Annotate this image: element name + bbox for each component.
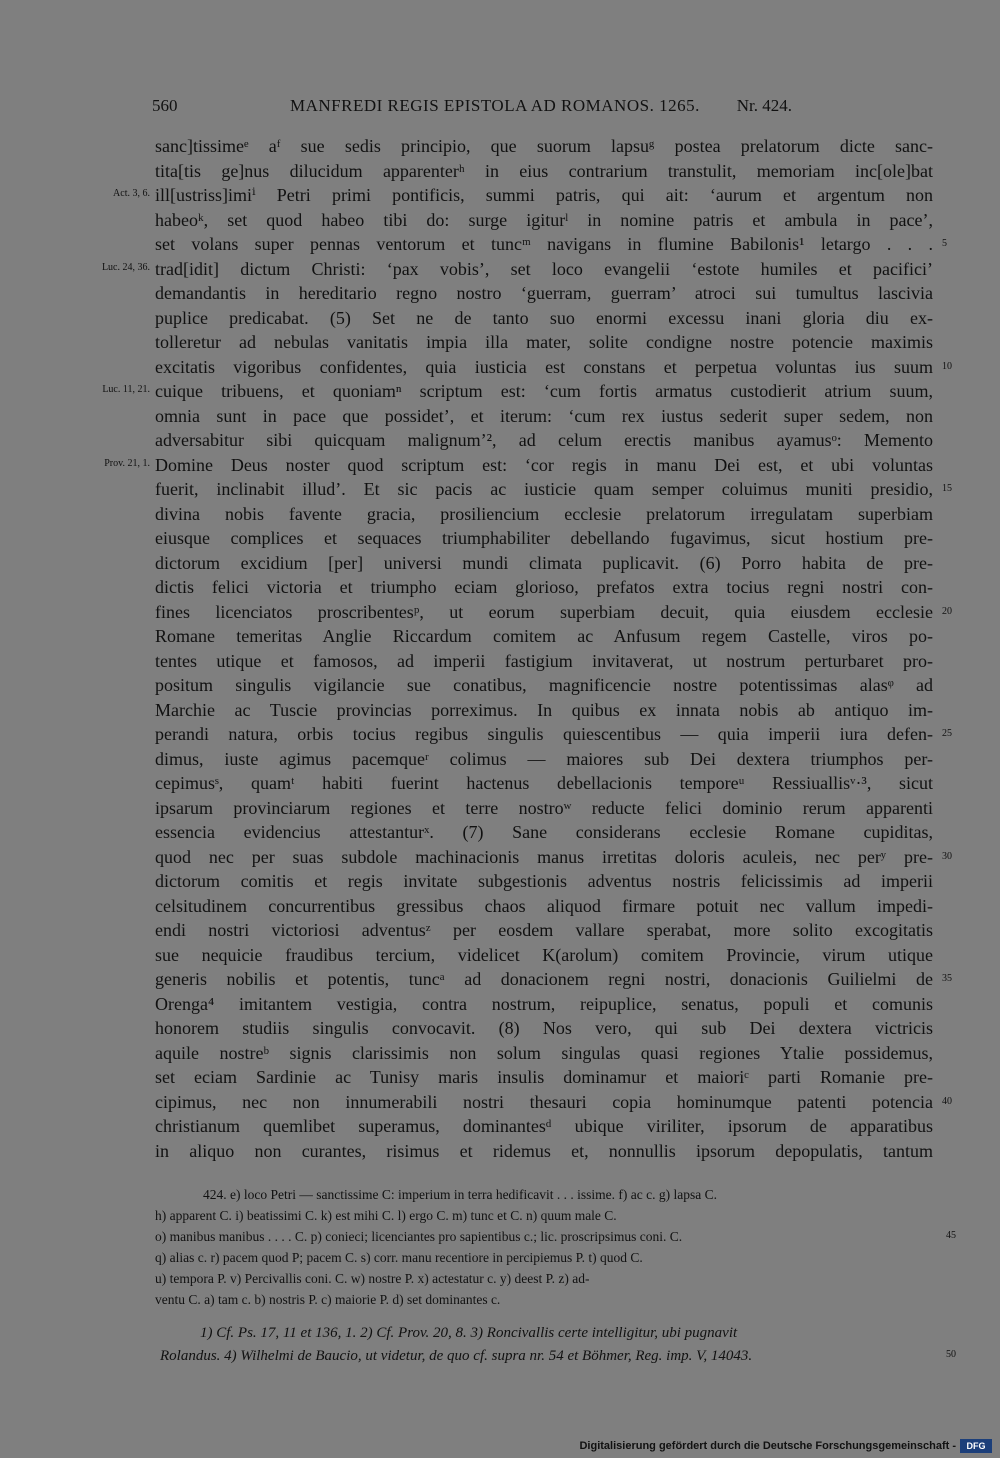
line-number: 40 [942, 1095, 952, 1107]
page-number: 560 [152, 96, 178, 115]
text-line [0, 722, 1000, 747]
main-text [0, 134, 1000, 1163]
line-text: sue nequicie fraudibus tercium, videlicet K(arolum) comitem Provincie, virum utique [155, 944, 933, 965]
line-text: generis nobilis et potentis, tuncᵃ ad donacionem regni nostri, donacionis Guilielmi de [155, 969, 933, 989]
line-text: eiusque complices et sequaces triumphabiliter debellando fugavimus, sicut hostium pre- [155, 528, 933, 548]
line-text: fuerit, inclinabit illud’. Et sic pacis ac iusticie quam semper coluimus muniti presidio, [155, 479, 933, 499]
footnote-line [0, 1290, 1000, 1311]
line-text: omnia sunt in pace que possidet’, et iterum: ‘cum rex iustus sederit super sedem, non [155, 405, 933, 426]
text-line [0, 918, 1000, 943]
text-line [0, 502, 1000, 527]
margin-citation: Prov. 21, 1. [104, 457, 150, 469]
footnote-line [0, 1227, 1000, 1248]
line-text: celsitudinem concurrentibus gressibus chaos aliquod firmare potuit nec vallum impedi- [155, 895, 933, 916]
line-text: u) tempora P. v) Percivallis coni. C. w) nostre P. x) actestatur c. y) deest P. z) ad- [155, 1271, 590, 1286]
line-text: aquile nostreᵇ signis clarissimis non solum singulas quasi regiones Ytalie possidemus, [155, 1042, 933, 1063]
line-text: set eciam Sardinie ac Tunisy maris insulis dominamur et maioriᶜ parti Romanie pre- [155, 1067, 933, 1087]
footnote-line [0, 1185, 1000, 1206]
text-line [0, 208, 1000, 233]
line-text: cuique tribuens, et quoniamⁿ scriptum est: ‘cum fortis armatus custodierit atrium suum, [155, 381, 933, 401]
text-line [0, 771, 1000, 796]
line-text: Romane temeritas Anglie Riccardum comitem ac Anfusum regem Castelle, viros po- [155, 626, 933, 646]
line-text: Domine Deus noster quod scriptum est: ‘cor regis in manu Dei est, et ubi voluntas [155, 454, 933, 475]
running-header [152, 96, 792, 120]
footnote-line [0, 1248, 1000, 1269]
text-line [0, 404, 1000, 429]
text-line [0, 600, 1000, 625]
critical-apparatus [0, 1185, 1000, 1311]
text-line [0, 1139, 1000, 1164]
line-text: endi nostri victoriosi adventusᶻ per eosdem vallare sperabat, more solito excogitatis [155, 920, 933, 940]
text-line [0, 575, 1000, 600]
line-text: adversabitur sibi quicquam malignum’², ad celum erectis manibus ayamusᵒ: Memento [155, 430, 933, 450]
line-text: sanc]tissimeᵉ aᶠ sue sedis principio, que suorum lapsuᵍ postea prelatorum dicte sanc- [155, 136, 933, 156]
line-number: 50 [946, 1349, 956, 1360]
text-line [0, 992, 1000, 1017]
text-line [0, 453, 1000, 478]
line-text: dictis felici victoria et triumpho eciam glorioso, prefatos extra tocius regni nostri con- [155, 577, 933, 597]
text-line [0, 820, 1000, 845]
line-number: 5 [942, 238, 947, 249]
text-line [0, 1065, 1000, 1090]
line-text: habeoᵏ, set quod habeo tibi do: surge igiturˡ in nomine patris et ambula in pace’, [155, 209, 933, 230]
text-line [0, 232, 1000, 257]
dfg-logo: DFG [960, 1439, 992, 1453]
text-line [0, 845, 1000, 870]
text-line [0, 1114, 1000, 1139]
line-text: Marchie ac Tuscie provincias porreximus. In quibus ex innata nobis ab antiquo im- [155, 699, 933, 720]
footnote-line [0, 1269, 1000, 1290]
text-line [0, 428, 1000, 453]
credit-bar [0, 1436, 1000, 1458]
text-line [0, 894, 1000, 919]
line-text: 1) Cf. Ps. 17, 11 et 136, 1. 2) Cf. Prov. 20, 8. 3) Roncivallis certe intelligitur, ubi pugnavit [200, 1325, 738, 1341]
text-line [0, 355, 1000, 380]
margin-citation: Luc. 24, 36. [101, 261, 150, 273]
line-text: dictorum comitis et regis invitate subgestionis adventus nostris felicissimis ad imperii [155, 871, 933, 891]
line-text: puplice predicabat. (5) Set ne de tanto suo enormi excessu inani gloria diu ex- [155, 307, 933, 328]
text-line [0, 477, 1000, 502]
line-number: 35 [942, 973, 952, 984]
line-text: q) alias c. r) pacem quod P; pacem C. s) corr. manu recentiore in percipiemus P. t) quod C. [155, 1250, 643, 1265]
line-text: quod nec per suas subdole machinacionis manus irretitas doloris aculeis, nec perʸ pre- [155, 846, 933, 867]
text-line [0, 698, 1000, 723]
text-line [0, 183, 1000, 208]
margin-citation: Act. 3, 6. [113, 188, 150, 199]
text-line [0, 796, 1000, 821]
line-text: in aliquo non curantes, risimus et ridemus et, nonnullis ipsorum depopulatis, tantum [155, 1140, 933, 1161]
line-text: tentes utique et famosos, ad imperii fastigium invitaverat, ut nostrum perturbaret pro- [155, 650, 933, 671]
text-line [0, 747, 1000, 772]
line-text: dictorum excidium [per] universi mundi climata puplicavit. (6) Porro habita de pre- [155, 552, 933, 573]
line-text: h) apparent C. i) beatissimi C. k) est mihi C. l) ergo C. m) tunc et C. n) quum male C. [155, 1208, 617, 1223]
text-line [0, 943, 1000, 968]
text-line [0, 551, 1000, 576]
line-text: cepimusˢ, quamᵗ habiti fuerint hactenus debellacionis temporeᵘ Ressiuallisᵛ·³, sicut [155, 773, 933, 793]
line-text: dimus, iuste agimus pacemqueʳ colimus — maiores sub Dei dextera triumphos per- [155, 748, 933, 769]
line-text: fines licenciatos proscribentesᵖ, ut eorum superbiam decuit, quia eiusdem ecclesie [155, 601, 933, 622]
line-number: 25 [942, 728, 952, 739]
text-line [0, 649, 1000, 674]
line-text: 424. e) loco Petri — sanctissime C: imperium in terra hedificavit . . . issime. f) ac c. g) lapsa C. [203, 1187, 717, 1202]
text-line [0, 526, 1000, 551]
text-line [0, 379, 1000, 404]
line-text: essencia evidencius attestanturˣ. (7) Sane considerans ecclesie Romane cupiditas, [155, 822, 933, 842]
line-text: trad[idit] dictum Christi: ‘pax vobis’, set loco evangelii ‘estote humiles et pacifici’ [155, 258, 933, 279]
line-number: 20 [942, 605, 952, 617]
line-number: 30 [942, 850, 952, 862]
line-text: divina nobis favente gracia, prosiliencium ecclesie prelatorum irregulatam superbiam [155, 503, 933, 524]
reference-line [0, 1345, 1000, 1368]
source-notes [0, 1322, 1000, 1368]
text-line [0, 159, 1000, 184]
line-text: set volans super pennas ventorum et tuncᵐ navigans in flumine Babilonis¹ letargo . . . [155, 234, 933, 254]
line-text: o) manibus manibus . . . . C. p) conieci; licenciantes pro sapientibus c.; lic. proscripsimus coni. C. [155, 1229, 683, 1244]
text-line [0, 306, 1000, 331]
text-line [0, 673, 1000, 698]
text-line [0, 1090, 1000, 1115]
line-number: 45 [946, 1230, 956, 1241]
line-text: excitatis vigoribus confidentes, quia iusticia est constans et perpetua voluntas ius suum [155, 356, 933, 377]
text-line [0, 1041, 1000, 1066]
line-number: 15 [942, 483, 952, 494]
running-title: MANFREDI REGIS EPISTOLA AD ROMANOS. 1265. [290, 96, 700, 115]
line-text: cipimus, nec non innumerabili nostri thesauri copia hominumque patenti potencia [155, 1091, 933, 1112]
text-line [0, 134, 1000, 159]
line-text: tita[tis ge]nus dilucidum apparenterʰ in eius contrarium transtulit, memoriam inc[ole]bat [155, 160, 933, 181]
text-line [0, 330, 1000, 355]
footnote-line [0, 1206, 1000, 1227]
line-text: tolleretur ad nebulas vanitatis impia illa mater, solite condigne nostre potencie maximis [155, 332, 933, 352]
text-line [0, 257, 1000, 282]
line-text: perandi natura, orbis tocius regibus singulis quiescentibus — quia imperii iura defen- [155, 724, 933, 744]
line-text: ipsarum provinciarum regiones et terre nostroʷ reducte felici dominio rerum apparenti [155, 797, 933, 818]
credit-text: Digitalisierung gefördert durch die Deutsche Forschungsgemeinschaft - [579, 1440, 956, 1452]
margin-citation: Luc. 11, 21. [102, 384, 150, 395]
line-text: demandantis in hereditario regno nostro ‘guerram, guerram’ atroci sui tumultus lascivia [155, 283, 933, 303]
line-text: ventu C. a) tam c. b) nostris P. c) maiorie P. d) set dominantes c. [155, 1292, 501, 1307]
line-text: Orenga⁴ imitantem vestigia, contra nostrum, reipuplice, senatus, populi et comunis [155, 993, 933, 1014]
text-line [0, 624, 1000, 649]
line-text: christianum quemlibet superamus, dominantesᵈ ubique viriliter, ipsorum de apparatibus [155, 1116, 933, 1136]
document-number: Nr. 424. [736, 96, 792, 115]
line-text: ill[ustriss]imiⁱ Petri primi pontificis, summi patris, qui ait: ‘aurum et argentum non [155, 185, 933, 205]
line-number: 10 [942, 360, 952, 372]
text-line [0, 967, 1000, 992]
line-text: Rolandus. 4) Wilhelmi de Baucio, ut videtur, de quo cf. supra nr. 54 et Böhmer, Reg. imp. V, 14043. [160, 1348, 753, 1364]
reference-line [0, 1322, 1000, 1345]
text-line [0, 869, 1000, 894]
line-text: positum singulis vigilancie sue conatibus, magnificencie nostre potentissimas alasᵠ ad [155, 675, 933, 695]
text-line [0, 1016, 1000, 1041]
text-line [0, 281, 1000, 306]
line-text: honorem studiis singulis convocavit. (8) Nos vero, qui sub Dei dextera victricis [155, 1018, 933, 1038]
